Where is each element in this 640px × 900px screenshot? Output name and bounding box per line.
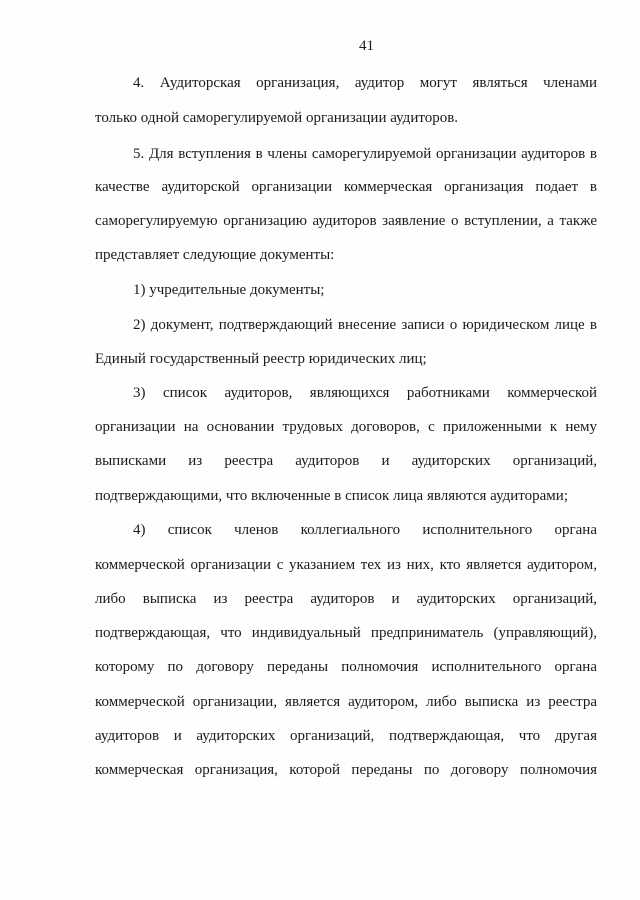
text-line: 5. Для вступления в члены саморегулируемой организации аудиторов в xyxy=(133,146,597,162)
text-line: аудиторов и аудиторских организаций, подтверждающая, что другая xyxy=(95,728,597,744)
text-line: выписками из реестра аудиторов и аудиторских организаций, xyxy=(95,453,597,469)
text-line: коммерческой организации, является аудитором, либо выписка из реестра xyxy=(95,694,597,710)
text-line: 1) учредительные документы; xyxy=(133,282,325,298)
text-line: представляет следующие документы: xyxy=(95,247,335,263)
text-line: саморегулируемую организацию аудиторов заявление о вступлении, а также xyxy=(95,213,597,229)
text-line: качестве аудиторской организации коммерческая организация подает в xyxy=(95,179,597,195)
text-line: Единый государственный реестр юридических лиц; xyxy=(95,351,427,367)
text-line: подтверждающими, что включенные в список лица являются аудиторами; xyxy=(95,488,568,504)
page-number: 41 xyxy=(359,38,374,54)
text-line: организации на основании трудовых договоров, с приложенными к нему xyxy=(95,419,597,435)
text-line: 3) список аудиторов, являющихся работниками коммерческой xyxy=(133,385,597,401)
text-line: 4. Аудиторская организация, аудитор могут являться членами xyxy=(133,75,597,91)
text-line: только одной саморегулируемой организации аудиторов. xyxy=(95,110,459,126)
text-line: коммерческой организации с указанием тех из них, кто является аудитором, xyxy=(95,557,597,573)
text-line: подтверждающая, что индивидуальный предприниматель (управляющий), xyxy=(95,625,597,641)
text-line: которому по договору переданы полномочия исполнительного органа xyxy=(95,659,597,675)
text-line: либо выписка из реестра аудиторов и аудиторских организаций, xyxy=(95,591,597,607)
text-line: 4) список членов коллегиального исполнительного органа xyxy=(133,522,597,538)
text-line: коммерческая организация, которой переданы по договору полномочия xyxy=(95,762,597,778)
text-line: 2) документ, подтверждающий внесение записи о юридическом лице в xyxy=(133,317,597,333)
